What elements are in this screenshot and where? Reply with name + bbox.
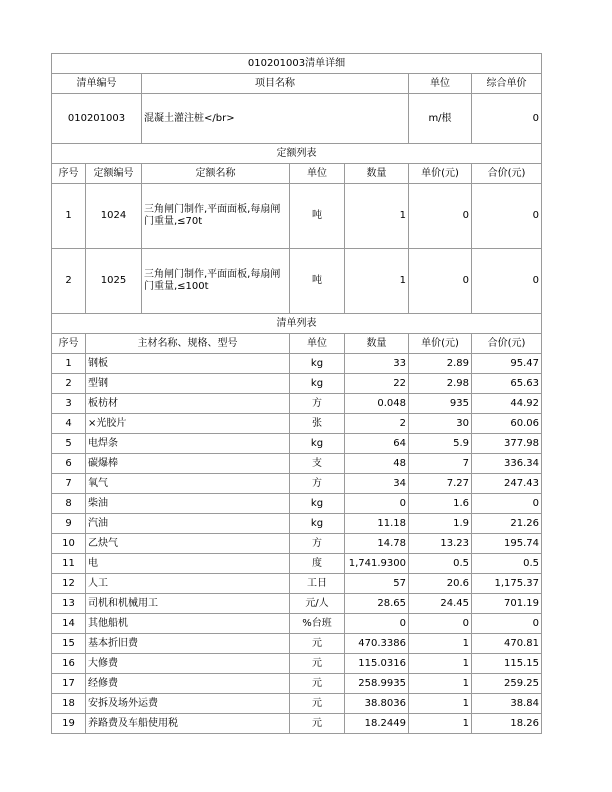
quota-col-seq: 序号: [52, 164, 86, 184]
quota-price: 0: [409, 184, 472, 249]
material-unit: 元: [290, 634, 345, 654]
material-seq: 2: [52, 374, 86, 394]
material-seq: 8: [52, 494, 86, 514]
material-qty: 11.18: [345, 514, 409, 534]
quota-col-price: 单价(元): [409, 164, 472, 184]
material-seq: 10: [52, 534, 86, 554]
material-row: [52, 694, 542, 714]
material-unit: kg: [290, 494, 345, 514]
material-seq: 6: [52, 454, 86, 474]
material-row: [52, 474, 542, 494]
quota-col-code: 定额编号: [86, 164, 142, 184]
material-name: ×光胶片: [86, 414, 290, 434]
material-seq: 16: [52, 654, 86, 674]
quota-name: 三角闸门制作,平面面板,每扇闸门重量,≤70t: [142, 184, 290, 249]
sheet-title: 010201003清单详细: [52, 54, 542, 74]
material-qty: 48: [345, 454, 409, 474]
material-qty: 28.65: [345, 594, 409, 614]
material-total: 44.92: [472, 394, 542, 414]
material-name: 司机和机械用工: [86, 594, 290, 614]
material-qty: 57: [345, 574, 409, 594]
material-total: 701.19: [472, 594, 542, 614]
material-col-name: 主材名称、规格、型号: [86, 334, 290, 354]
material-price: 2.98: [409, 374, 472, 394]
material-row: [52, 514, 542, 534]
quota-seq: 2: [52, 249, 86, 314]
material-col-price: 单价(元): [409, 334, 472, 354]
material-seq: 5: [52, 434, 86, 454]
material-total: 377.98: [472, 434, 542, 454]
material-total: 65.63: [472, 374, 542, 394]
material-row: [52, 574, 542, 594]
material-name: 大修费: [86, 654, 290, 674]
quota-row: [52, 184, 542, 249]
material-price: 30: [409, 414, 472, 434]
material-unit: 元: [290, 714, 345, 734]
material-name: 乙炔气: [86, 534, 290, 554]
material-total: 0: [472, 614, 542, 634]
material-name: 钢板: [86, 354, 290, 374]
material-unit: 工日: [290, 574, 345, 594]
material-total: 0: [472, 494, 542, 514]
material-unit: kg: [290, 374, 345, 394]
quota-unit: 吨: [290, 184, 345, 249]
material-price: 1: [409, 694, 472, 714]
material-unit: 元/人: [290, 594, 345, 614]
material-qty: 34: [345, 474, 409, 494]
material-unit: 支: [290, 454, 345, 474]
material-price: 1: [409, 714, 472, 734]
bill-detail-table: [51, 53, 542, 734]
item-price: 0: [472, 94, 542, 144]
material-total: 195.74: [472, 534, 542, 554]
material-price: 7: [409, 454, 472, 474]
quota-total: 0: [472, 249, 542, 314]
material-name: 型钢: [86, 374, 290, 394]
material-row: [52, 674, 542, 694]
material-qty: 258.9935: [345, 674, 409, 694]
material-total: 1,175.37: [472, 574, 542, 594]
material-col-total: 合价(元): [472, 334, 542, 354]
quota-code: 1025: [86, 249, 142, 314]
material-unit: kg: [290, 434, 345, 454]
material-price: 7.27: [409, 474, 472, 494]
quota-code: 1024: [86, 184, 142, 249]
material-seq: 17: [52, 674, 86, 694]
material-qty: 14.78: [345, 534, 409, 554]
unit-header: 单位: [409, 74, 472, 94]
material-qty: 0: [345, 614, 409, 634]
material-row: [52, 534, 542, 554]
quota-total: 0: [472, 184, 542, 249]
material-total: 38.84: [472, 694, 542, 714]
material-name: 板枋材: [86, 394, 290, 414]
material-total: 0.5: [472, 554, 542, 574]
material-row: [52, 394, 542, 414]
material-seq: 19: [52, 714, 86, 734]
material-unit: 度: [290, 554, 345, 574]
material-total: 60.06: [472, 414, 542, 434]
material-price: 1: [409, 654, 472, 674]
material-col-seq: 序号: [52, 334, 86, 354]
item-code: 010201003: [52, 94, 142, 144]
material-name: 汽油: [86, 514, 290, 534]
material-unit: 元: [290, 654, 345, 674]
material-price: 20.6: [409, 574, 472, 594]
material-price: 2.89: [409, 354, 472, 374]
material-total: 247.43: [472, 474, 542, 494]
material-name: 碳爆棒: [86, 454, 290, 474]
material-qty: 22: [345, 374, 409, 394]
name-header: 项目名称: [142, 74, 409, 94]
material-total: 18.26: [472, 714, 542, 734]
material-qty: 38.8036: [345, 694, 409, 714]
material-seq: 18: [52, 694, 86, 714]
material-price: 1: [409, 674, 472, 694]
material-row: [52, 374, 542, 394]
material-name: 其他船机: [86, 614, 290, 634]
bill-detail-sheet: [51, 53, 541, 734]
material-name: 养路费及车船使用税: [86, 714, 290, 734]
material-qty: 64: [345, 434, 409, 454]
material-name: 人工: [86, 574, 290, 594]
material-row: [52, 614, 542, 634]
material-price: 1.6: [409, 494, 472, 514]
quota-col-qty: 数量: [345, 164, 409, 184]
quota-row: [52, 249, 542, 314]
material-qty: 470.3386: [345, 634, 409, 654]
material-name: 经修费: [86, 674, 290, 694]
quota-col-total: 合价(元): [472, 164, 542, 184]
material-unit: kg: [290, 354, 345, 374]
material-row: [52, 594, 542, 614]
material-total: 470.81: [472, 634, 542, 654]
material-row: [52, 554, 542, 574]
material-name: 基本折旧费: [86, 634, 290, 654]
material-name: 安拆及场外运费: [86, 694, 290, 714]
material-qty: 33: [345, 354, 409, 374]
material-qty: 115.0316: [345, 654, 409, 674]
material-total: 115.15: [472, 654, 542, 674]
material-price: 1.9: [409, 514, 472, 534]
quota-col-unit: 单位: [290, 164, 345, 184]
material-row: [52, 434, 542, 454]
quota-col-name: 定额名称: [142, 164, 290, 184]
material-section-title: 清单列表: [52, 314, 542, 334]
material-qty: 0.048: [345, 394, 409, 414]
material-qty: 2: [345, 414, 409, 434]
material-price: 935: [409, 394, 472, 414]
material-unit: 张: [290, 414, 345, 434]
material-row: [52, 654, 542, 674]
quota-qty: 1: [345, 249, 409, 314]
material-unit: %台班: [290, 614, 345, 634]
material-qty: 0: [345, 494, 409, 514]
material-total: 336.34: [472, 454, 542, 474]
material-row: [52, 494, 542, 514]
material-unit: 方: [290, 474, 345, 494]
material-total: 21.26: [472, 514, 542, 534]
material-seq: 14: [52, 614, 86, 634]
material-unit: 元: [290, 674, 345, 694]
material-seq: 11: [52, 554, 86, 574]
material-unit: 元: [290, 694, 345, 714]
code-header: 清单编号: [52, 74, 142, 94]
material-row: [52, 714, 542, 734]
material-qty: 18.2449: [345, 714, 409, 734]
material-seq: 12: [52, 574, 86, 594]
material-price: 0: [409, 614, 472, 634]
material-price: 24.45: [409, 594, 472, 614]
quota-qty: 1: [345, 184, 409, 249]
price-header: 综合单价: [472, 74, 542, 94]
material-seq: 3: [52, 394, 86, 414]
quota-unit: 吨: [290, 249, 345, 314]
material-col-unit: 单位: [290, 334, 345, 354]
material-name: 柴油: [86, 494, 290, 514]
material-unit: 方: [290, 394, 345, 414]
material-seq: 9: [52, 514, 86, 534]
quota-seq: 1: [52, 184, 86, 249]
item-name: 混凝土灌注桩</br>: [142, 94, 409, 144]
quota-price: 0: [409, 249, 472, 314]
item-unit: m/根: [409, 94, 472, 144]
material-name: 电焊条: [86, 434, 290, 454]
material-unit: 方: [290, 534, 345, 554]
material-seq: 15: [52, 634, 86, 654]
material-seq: 1: [52, 354, 86, 374]
material-price: 13.23: [409, 534, 472, 554]
material-price: 0.5: [409, 554, 472, 574]
material-price: 5.9: [409, 434, 472, 454]
material-unit: kg: [290, 514, 345, 534]
material-total: 259.25: [472, 674, 542, 694]
material-row: [52, 454, 542, 474]
material-total: 95.47: [472, 354, 542, 374]
material-seq: 7: [52, 474, 86, 494]
material-row: [52, 354, 542, 374]
material-row: [52, 414, 542, 434]
material-name: 氧气: [86, 474, 290, 494]
material-seq: 4: [52, 414, 86, 434]
material-row: [52, 634, 542, 654]
quota-section-title: 定额列表: [52, 144, 542, 164]
material-price: 1: [409, 634, 472, 654]
material-qty: 1,741.9300: [345, 554, 409, 574]
quota-name: 三角闸门制作,平面面板,每扇闸门重量,≤100t: [142, 249, 290, 314]
material-name: 电: [86, 554, 290, 574]
material-seq: 13: [52, 594, 86, 614]
material-col-qty: 数量: [345, 334, 409, 354]
